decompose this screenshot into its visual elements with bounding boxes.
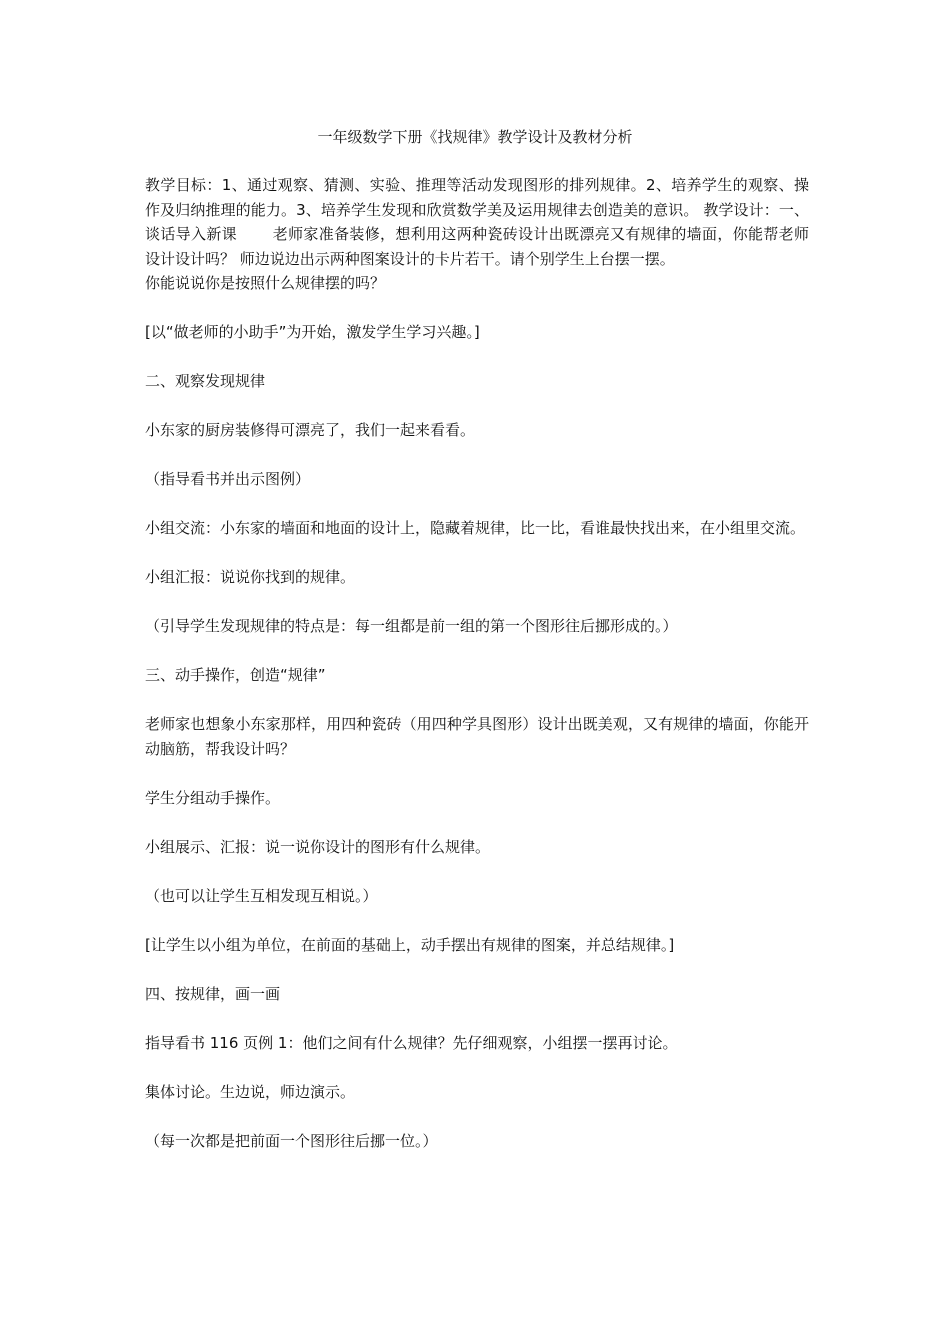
paragraph-example-1: 指导看书 116 页例 1：他们之间有什么规律？先仔细观察，小组摆一摆再讨论。: [145, 1033, 678, 1052]
section-heading-3: 三、动手操作，创造“规律”: [145, 666, 326, 684]
document-title: 一年级数学下册《找规律》教学设计及教材分析: [317, 128, 633, 146]
paragraph-kitchen: 小东家的厨房装修得可漂亮了，我们一起来看看。: [145, 421, 476, 439]
section-heading-2: 二、观察发现规律: [145, 372, 266, 390]
paragraph-group-operate: 学生分组动手操作。: [145, 788, 281, 807]
paragraph-teacher-home: 老师家也想象小东家那样，用四种瓷砖（用四种学具图形）设计出既美观，又有规律的墙面，你能开动脑筋，帮我设计吗？: [145, 715, 809, 758]
paragraph-group-exchange: 小组交流：小东家的墙面和地面的设计上，隐藏着规律，比一比，看谁最快找出来，在小组里交流。: [145, 519, 806, 537]
paragraph-note-1: [以“做老师的小助手”为开始，激发学生学习兴趣。]: [145, 323, 480, 341]
paragraph-group-report: 小组汇报：说说你找到的规律。: [145, 568, 356, 586]
paragraph-group-show: 小组展示、汇报：说一说你设计的图形有什么规律。: [145, 837, 491, 856]
paragraph-guide-features: （引导学生发现规律的特点是：每一组都是前一组的第一个图形往后挪形成的。）: [145, 617, 678, 635]
paragraph-note-2: [让学生以小组为单位，在前面的基础上，动手摆出有规律的图案，并总结规律。]: [145, 935, 675, 954]
paragraph-move-rule: （每一次都是把前面一个图形往后挪一位。）: [145, 1131, 438, 1150]
paragraph-guide-book: （指导看书并出示图例）: [145, 470, 311, 488]
paragraph-question: 你能说说你是按照什么规律摆的吗？: [145, 274, 386, 292]
document-body: [145, 173, 809, 1153]
paragraph-mutual: （也可以让学生互相发现互相说。）: [145, 886, 378, 905]
paragraph-discussion: 集体讨论。生边说，师边演示。: [145, 1082, 356, 1101]
section-heading-4: 四、按规律，画一画: [145, 984, 281, 1003]
paragraph-objectives: 教学目标：1、通过观察、猜测、实验、推理等活动发现图形的排列规律。2、培养学生的观察、操作及归纳推理的能力。3、培养学生发现和欣赏数学美及运用规律去创造美的意识。 教学设计：一、谈话导入新课 老师家准备装修，想利用这两种瓷砖设计出既漂亮又有规律的墙面，你能帮老师设计设计吗？ 师边说边出示两种图案设计的卡片若干。请个别学生上台摆一摆。: [145, 176, 809, 268]
